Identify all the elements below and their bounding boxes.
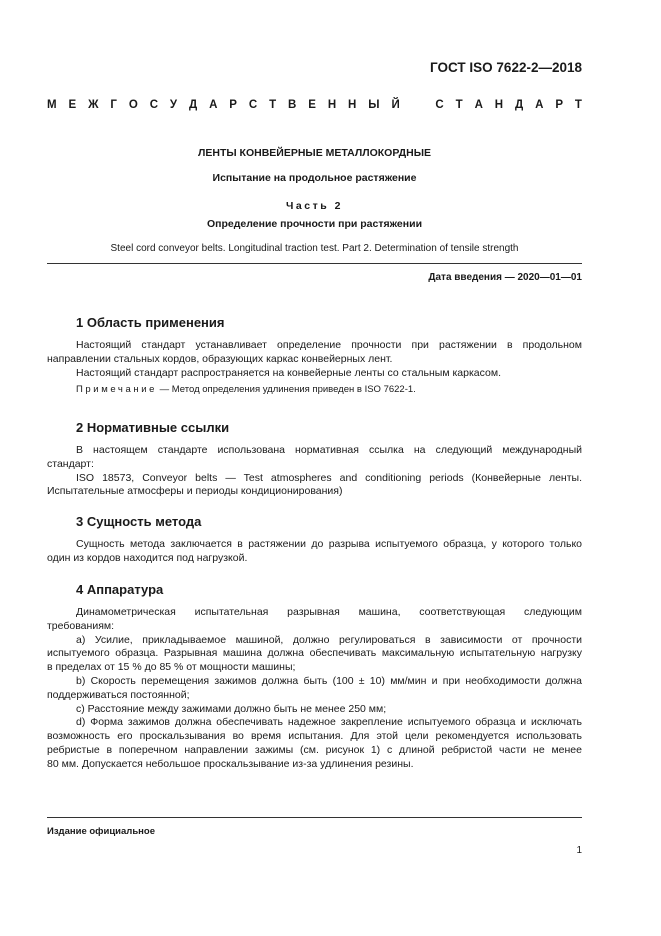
heading-letter: Д (188, 99, 198, 111)
part-number: Часть 2 (286, 200, 343, 212)
heading-letter: Т (455, 99, 463, 111)
text-line: 80 мм. Допускается небольшое проскальзывание из-за удлинения резины. (47, 757, 414, 770)
text-line: возможность его проскальзывания во время испытания. Для этой цели рекомендуется использовать (47, 730, 582, 743)
title-divider (47, 263, 582, 264)
text-line: требованиям: (47, 619, 115, 632)
text-line: Настоящий стандарт распространяется на конвейерные ленты со стальным каркасом. (76, 366, 501, 379)
part-title: Определение прочности при растяжении (206, 218, 423, 230)
text-line: направлении стальных кордов, образующих каркас конвейерных лент. (47, 352, 393, 365)
heading-letter: А (474, 99, 483, 111)
section-4-text (47, 606, 582, 772)
text-line: В настоящем стандарте использована нормативная ссылка на следующий международный (76, 444, 582, 456)
heading-letter: Й (391, 99, 400, 111)
text-line: испытуемого образца. Разрывная машина должна обеспечивать максимальную испытательную нагрузку (47, 647, 582, 660)
text-line: в пределах от 15 % до 85 % от мощности машины; (47, 661, 296, 674)
text-line: Настоящий стандарт устанавливает определение прочности при растяжении в продольном (76, 339, 582, 351)
text-line: стандарт: (47, 457, 94, 470)
heading-letter: С (149, 99, 158, 111)
text-line: Испытательные атмосферы и периоды кондиционирования) (47, 485, 343, 498)
text-line: Сущность метода заключается в растяжении до разрыва испытуемого образца, у которого только (76, 538, 582, 550)
text-line: ISO 18573, Conveyor belts — Test atmospheres and conditioning periods (Конвейерные ленты. (76, 471, 582, 484)
footer-divider (47, 817, 582, 818)
text-line: b) Скорость перемещения зажимов должна быть (100 ± 10) мм/мин и при необходимости должна (76, 674, 582, 687)
heading-letter: Р (229, 99, 237, 111)
heading-letter: М (47, 99, 57, 111)
heading-letter: Н (494, 99, 504, 111)
heading-letter: О (128, 99, 138, 111)
section-3-heading: 3 Сущность метода (76, 514, 202, 529)
section-4-heading: 4 Аппаратура (76, 582, 164, 597)
section-3-text (47, 538, 582, 566)
heading-letter: Р (555, 99, 564, 111)
heading-letter: Г (110, 99, 117, 111)
section-1-note (76, 384, 416, 395)
text-line: ребристые в поперечном направлении зажимы (см. рисунок 1) с длиной ребристой части не менее (47, 743, 582, 756)
heading-letter: Н (327, 99, 337, 111)
note-text: — Метод определения удлинения приведен в ISO 7622-1. (157, 384, 416, 395)
standard-number: ГОСТ ISO 7622-2—2018 (430, 60, 582, 75)
heading-letter: Е (308, 99, 316, 111)
heading-letter: Т (574, 99, 582, 111)
official-edition-label: Издание официальное (47, 826, 155, 837)
section-2-text (47, 444, 582, 499)
section-1-text (47, 339, 582, 380)
text-line: c) Расстояние между зажимами должно быть не менее 250 мм; (76, 702, 387, 715)
heading-letter: С (248, 99, 258, 111)
heading-letter: Е (68, 99, 77, 111)
heading-letter: Т (269, 99, 277, 111)
heading-letter: У (169, 99, 178, 111)
heading-letter: А (209, 99, 218, 111)
heading-letter: Н (348, 99, 357, 111)
english-title: Steel cord conveyor belts. Longitudinal traction test. Part 2. Determination of tensile strength (110, 243, 519, 254)
section-1-heading: 1 Область применения (76, 315, 225, 330)
heading-letter: В (288, 99, 297, 111)
note-label: Примечание (76, 384, 157, 395)
heading-letter: Ы (368, 99, 380, 111)
text-line: один из кордов находится под нагрузкой. (47, 551, 248, 564)
heading-letter: С (435, 99, 444, 111)
document-title: ЛЕНТЫ КОНВЕЙЕРНЫЕ МЕТАЛЛОКОРДНЫЕ (197, 147, 432, 159)
text-line: Динамометрическая испытательная разрывная машина, соответствующая следующим (76, 606, 582, 618)
text-line: a) Усилие, прикладываемое машиной, должно регулироваться в зависимости от прочности (76, 633, 582, 646)
page-number: 1 (576, 845, 582, 856)
heading-letter: Ж (88, 99, 99, 111)
introduction-date: Дата введения — 2020—01—01 (428, 272, 582, 283)
text-line: поддерживаться постоянной; (47, 688, 190, 701)
heading-letter: Д (515, 99, 524, 111)
interstate-standard-heading (47, 99, 582, 111)
document-subtitle: Испытание на продольное растяжение (212, 172, 417, 184)
section-2-heading: 2 Нормативные ссылки (76, 420, 230, 435)
heading-letter: А (535, 99, 544, 111)
text-line: d) Форма зажимов должна обеспечивать надежное закрепление испытуемого образца и исключать (76, 716, 582, 729)
